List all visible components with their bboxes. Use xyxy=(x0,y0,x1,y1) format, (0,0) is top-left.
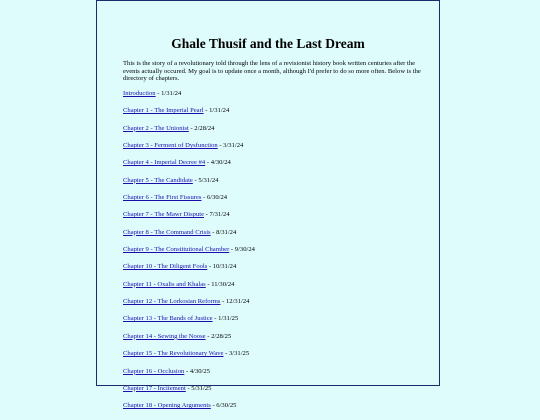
chapter-link-18[interactable]: Chapter 18 - Opening Arguments xyxy=(123,402,211,410)
chapter-link-13[interactable]: Chapter 13 - The Bands of Justice xyxy=(123,315,213,323)
chapter-link-10[interactable]: Chapter 10 - The Diligent Fools xyxy=(123,263,208,271)
chapter-date: - 2/28/24 xyxy=(188,124,215,132)
intro-paragraph: This is the story of a revolutionary told through the lens of a revisionist history book written centuries after the events actually occured. My goal is to update once a month, although I'd prefer to do so more often. Below is the directory of chapters. xyxy=(123,60,421,83)
page-title: Ghale Thusif and the Last Dream xyxy=(171,36,365,51)
chapter-link-11[interactable]: Chapter 11 - Oxalis and Khalas xyxy=(123,280,206,288)
chapter-date: - 4/30/25 xyxy=(184,367,210,375)
content-panel xyxy=(96,0,440,410)
chapter-date: - 9/30/24 xyxy=(229,246,255,254)
chapter-link-8[interactable]: Chapter 8 - The Command Crisis xyxy=(123,228,211,236)
chapter-date: - 3/31/25 xyxy=(223,350,250,358)
chapter-link-3[interactable]: Chapter 3 - Ferment of Dysfunction xyxy=(123,142,218,150)
chapter-date: - 2/28/25 xyxy=(205,332,232,340)
chapter-date: - 11/30/24 xyxy=(205,280,235,288)
list-item xyxy=(123,211,255,219)
chapter-date: - 6/30/25 xyxy=(210,402,237,410)
list-item xyxy=(123,177,255,185)
list-item xyxy=(123,402,255,410)
chapter-link-6[interactable]: Chapter 6 - The First Fissures xyxy=(123,194,202,202)
chapter-date: - 1/31/24 xyxy=(155,90,182,97)
list-item xyxy=(123,107,255,115)
list-item xyxy=(123,350,255,358)
chapter-link-15[interactable]: Chapter 15 - The Revolutionary Wave xyxy=(123,350,224,358)
list-item xyxy=(123,385,255,393)
chapter-link-16[interactable]: Chapter 16 - Occlusion xyxy=(123,367,185,375)
list-item xyxy=(123,194,255,202)
chapter-date: - 4/30/24 xyxy=(205,159,231,167)
list-item xyxy=(123,229,255,237)
chapter-link-introduction[interactable]: Introduction xyxy=(123,90,156,97)
chapter-directory xyxy=(123,90,255,420)
chapter-date: - 1/31/24 xyxy=(203,107,230,115)
chapter-link-12[interactable]: Chapter 12 - The Lorkosian Reforms xyxy=(123,298,221,306)
chapter-link-14[interactable]: Chapter 14 - Sewing the Noose xyxy=(123,332,206,340)
list-item xyxy=(123,333,255,341)
list-item xyxy=(123,142,255,150)
chapter-date: - 3/31/24 xyxy=(217,142,244,150)
list-item xyxy=(123,368,255,376)
list-item xyxy=(123,263,255,271)
chapter-date: - 12/31/24 xyxy=(220,298,250,306)
chapter-link-4[interactable]: Chapter 4 - Imperial Decree #4 xyxy=(123,159,206,167)
list-item xyxy=(123,159,255,167)
list-item xyxy=(123,246,255,254)
chapter-link-2[interactable]: Chapter 2 - The Unionist xyxy=(123,124,189,132)
chapter-link-9[interactable]: Chapter 9 - The Constitutional Chamber xyxy=(123,246,230,254)
chapter-date: - 5/31/25 xyxy=(185,384,212,392)
list-item xyxy=(123,281,255,289)
chapter-link-5[interactable]: Chapter 5 - The Candidate xyxy=(123,176,193,184)
list-item xyxy=(123,125,255,133)
chapter-link-7[interactable]: Chapter 7 - The Mawr Dispute xyxy=(123,211,204,219)
chapter-link-17[interactable]: Chapter 17 - Incitement xyxy=(123,384,186,392)
chapter-link-1[interactable]: Chapter 1 - The Imperial Pearl xyxy=(123,107,204,115)
chapter-date: - 1/31/25 xyxy=(212,315,239,323)
chapter-date: - 8/31/24 xyxy=(210,228,237,236)
chapter-date: - 6/30/24 xyxy=(201,194,228,202)
list-item xyxy=(123,298,255,306)
list-item xyxy=(123,315,255,323)
chapter-date: - 5/31/24 xyxy=(192,176,219,184)
list-item xyxy=(123,90,255,98)
chapter-date: - 7/31/24 xyxy=(204,211,230,219)
chapter-date: - 10/31/24 xyxy=(207,263,237,271)
